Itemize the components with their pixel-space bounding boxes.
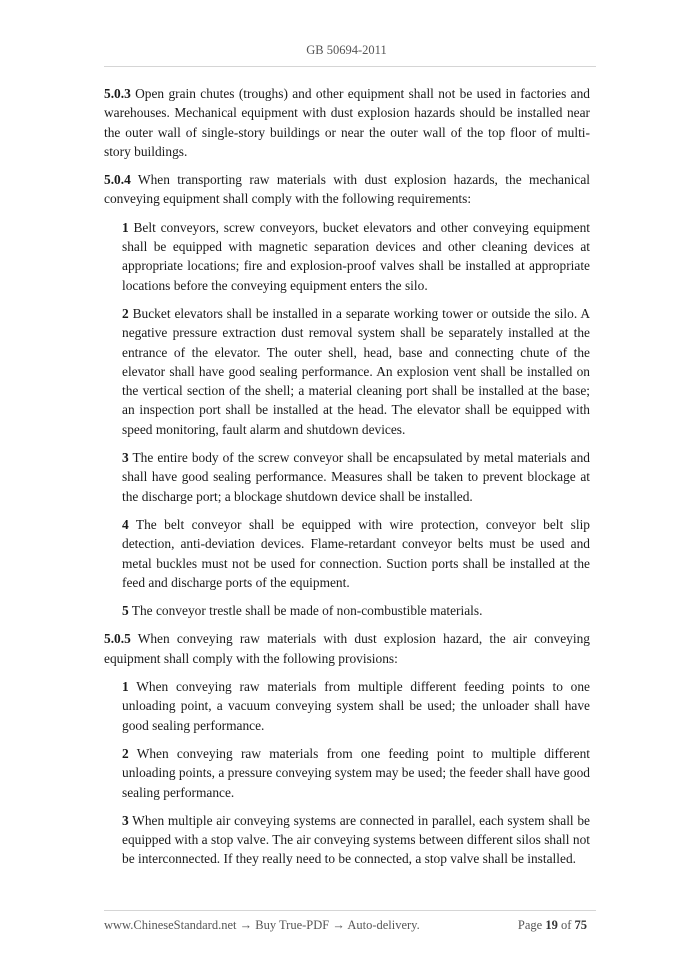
arrow-icon: → xyxy=(329,918,348,932)
item-text: When conveying raw materials from multiple different feeding points to one unloading point, a vacuum conveying system shall be used; the unloader shall have good sealing performance. xyxy=(122,679,590,733)
total-pages-number: 75 xyxy=(574,918,587,932)
item-number: 2 xyxy=(122,745,129,761)
page-indicator xyxy=(518,918,587,933)
item-number: 1 xyxy=(122,679,129,695)
clause-5-0-5 xyxy=(104,629,590,668)
arrow-icon: → xyxy=(236,918,256,932)
site-link[interactable]: www.ChineseStandard.net xyxy=(104,918,237,932)
buy-pdf-link[interactable]: Buy True-PDF xyxy=(255,918,330,932)
footer-links xyxy=(104,918,420,933)
item-text: The conveyor trestle shall be made of non-combustible materials. xyxy=(128,603,483,619)
page-of-label: of xyxy=(557,918,575,932)
item-number: 1 xyxy=(122,219,129,235)
list-item xyxy=(122,448,590,506)
document-body xyxy=(104,84,590,878)
list-item xyxy=(122,304,590,439)
list-item xyxy=(122,515,590,592)
auto-delivery-text: Auto-delivery. xyxy=(347,918,420,932)
list-item xyxy=(122,218,590,295)
item-text: Belt conveyors, screw conveyors, bucket elevators and other conveying equipment shall be equipped with magnetic separation devices and other cleaning devices at appropriate locations; fire and explosion-proof valves shall be installed at appropriate locations before the conveying equipment enters the silo. xyxy=(122,219,590,293)
clause-number: 5.0.4 xyxy=(104,172,131,188)
list-item xyxy=(122,811,590,869)
current-page-number: 19 xyxy=(545,918,558,932)
list-item xyxy=(122,677,590,735)
list-item xyxy=(122,744,590,802)
clause-text: Open grain chutes (troughs) and other equipment shall not be used in factories and warehouses. Mechanical equipment with dust explosion hazards should be installed near the outer wall of single-story buildings or near the outer wall of the top floor of multi-story buildings. xyxy=(104,86,590,159)
item-number: 2 xyxy=(122,305,129,321)
page-label: Page xyxy=(517,918,546,932)
item-text: Bucket elevators shall be installed in a separate working tower or outside the silo. A negative pressure extraction dust removal system shall be separately installed at the entrance of the elevator. The outer shell, head, base and connecting chute of the elevator shall have good sealing performance. An explosion vent shall be installed on the vertical section of the shell; a material cleaning port shall be installed at the base; an inspection port shall be installed at the head. The elevator shall be equipped with speed monitoring, fault alarm and shutdown devices. xyxy=(122,305,590,437)
item-text: When conveying raw materials from one feeding point to multiple different unloading points, a pressure conveying system may be used; the feeder shall have good sealing performance. xyxy=(122,745,590,800)
item-number: 5 xyxy=(122,603,129,619)
footer-divider xyxy=(104,910,596,911)
clause-5-0-3 xyxy=(104,84,590,161)
clause-5-0-4 xyxy=(104,170,590,209)
header-divider xyxy=(104,66,596,67)
item-text: The entire body of the screw conveyor shall be encapsulated by metal materials and shall have good sealing performance. Measures shall be taken to prevent blockage at the discharge port; a blockage shutdown device shall be installed. xyxy=(122,450,590,504)
clause-number: 5.0.5 xyxy=(104,631,131,647)
item-number: 3 xyxy=(122,450,129,466)
list-item xyxy=(122,601,590,620)
clause-text: When transporting raw materials with dust explosion hazards, the mechanical conveying equipment shall comply with the following requirements: xyxy=(104,172,590,207)
page-header: GB 50694-2011 xyxy=(306,43,387,57)
item-text: When multiple air conveying systems are connected in parallel, each system shall be equipped with a stop valve. The air conveying systems between different silos shall not be interconnected. If they really need to be connected, a stop valve shall be installed. xyxy=(122,812,590,867)
clause-number: 5.0.3 xyxy=(104,86,131,101)
item-number: 3 xyxy=(122,812,129,828)
item-text: The belt conveyor shall be equipped with wire protection, conveyor belt slip detection, anti-deviation devices. Flame-retardant conveyor belts must be used and metal buckles must not be used for connection. Suction ports shall be installed at the feed and discharge ports of the equipment. xyxy=(122,516,590,590)
clause-text: When conveying raw materials with dust explosion hazard, the air conveying equipment shall comply with the following provisions: xyxy=(104,631,590,666)
item-number: 4 xyxy=(122,516,129,532)
